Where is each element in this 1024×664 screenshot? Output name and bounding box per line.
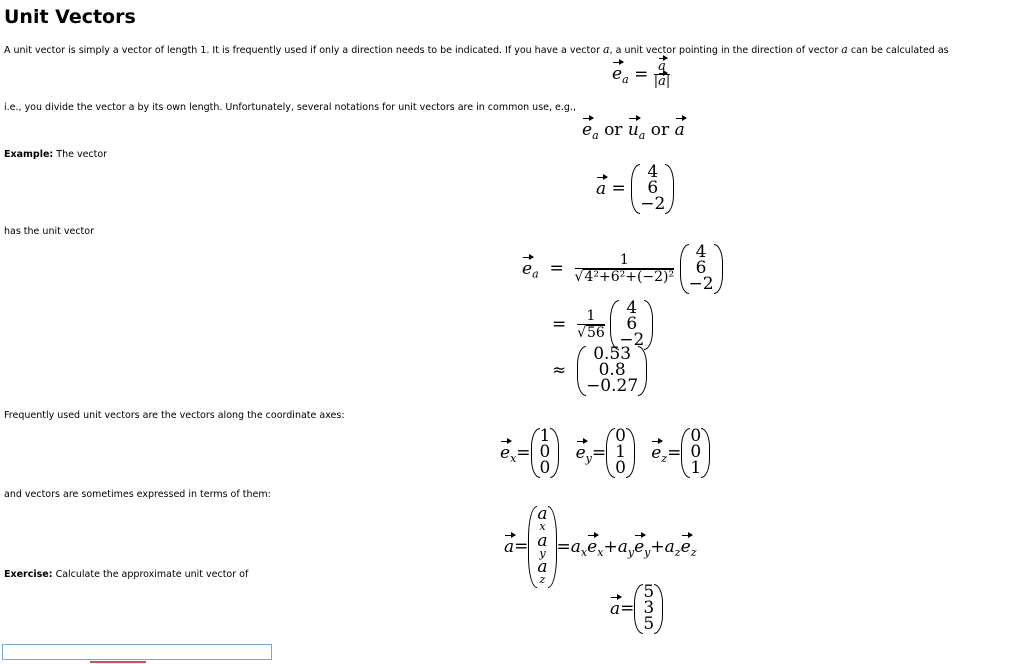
example-vector	[596, 164, 674, 214]
calc-frac-1: $\frac{1}{\text{√4²+6²+(−2)²}}$	[574, 251, 675, 286]
notation-a: a	[674, 120, 685, 140]
has-unit-text: has the unit vector	[4, 226, 94, 237]
exercise-comp-2: 3	[643, 598, 655, 619]
calc-vec-2-c3: −2	[619, 330, 645, 351]
axes-text: Frequently used unit vectors are the vectors along the coordinate axes:	[4, 410, 345, 421]
calc-vec-1-c3: −2	[688, 274, 714, 295]
unit-vector-formula	[612, 60, 670, 90]
axis-z-c3: 1	[690, 458, 702, 479]
calc-vec-3-c2: 0.8	[598, 360, 626, 381]
exercise-text	[4, 569, 248, 580]
calc-vec-1	[680, 244, 723, 294]
calc-frac-2-num: 1	[586, 307, 596, 324]
expressed-comp-x: a x	[537, 504, 548, 534]
exercise-vector-matrix	[634, 584, 663, 634]
example-body: The vector	[56, 149, 108, 160]
calc-vec-3-c3: −0.27	[586, 376, 639, 397]
expressed-text: and vectors are sometimes expressed in terms of them:	[4, 489, 271, 500]
intro-var-a: a	[603, 43, 610, 56]
intro-paragraph	[4, 43, 949, 56]
expressed-comp-z: a z	[537, 557, 548, 587]
exercise-vector: a= 5 3 5	[610, 584, 663, 634]
axis-x-c3: 0	[539, 458, 551, 479]
calc-frac-1-num: 1	[619, 251, 629, 268]
calc-vec-1-c1: 4	[695, 242, 707, 262]
formula-den: |a|	[653, 74, 671, 90]
axis-x-c1: 1	[539, 426, 551, 446]
expressed-comp-y: a y	[537, 530, 548, 560]
axis-y-c1: 0	[615, 426, 626, 446]
example-comp-1: 4	[647, 162, 659, 182]
exercise-vector-name: a	[610, 598, 621, 619]
expressed-lhs: a	[504, 536, 515, 557]
notation-u: u	[627, 120, 639, 140]
axis-x-c2: 0	[539, 442, 551, 463]
expressed-formula: a= a x a y a z $=a_xe_x+a_ye_y+a_ze_z$	[504, 504, 697, 587]
calc-lhs-sub: a	[532, 267, 539, 281]
notation-u-sub: a	[638, 128, 646, 142]
axis-y-c3: 0	[615, 458, 626, 479]
formula-num: a	[658, 59, 666, 74]
notation-e-sub: a	[592, 128, 599, 142]
axis-z-c2: 0	[690, 442, 702, 463]
axis-vector-x: $e_x=$ 1 0 0	[500, 443, 565, 463]
axis-y-c2: 1	[615, 442, 626, 463]
calc-lhs: e	[522, 258, 533, 279]
axis-y-sub: y	[585, 451, 592, 465]
calc-vec-2	[610, 300, 653, 350]
calc-approx: ≈	[552, 360, 567, 381]
formula-e: e	[612, 64, 623, 85]
example-text	[4, 149, 107, 160]
expressed-matrix	[528, 506, 556, 588]
axis-z-e: e	[651, 442, 662, 463]
axis-x-sub: x	[510, 451, 517, 465]
intro-text-1: A unit vector is simply a vector of length 1. It is frequently used if only a direction needs to be indicated. If you have a vector	[4, 45, 600, 56]
calc-frac-2-den: 56	[586, 325, 605, 342]
example-vector-eq: =	[611, 178, 626, 199]
exercise-label: Exercise:	[4, 569, 53, 580]
axis-y-e: e	[575, 442, 586, 463]
calc-vec-1-c2: 6	[695, 258, 707, 279]
expressed-rhs: $=a_xe_x+a_ye_y+a_ze_z$	[556, 536, 697, 559]
intro-text-3: can be calculated as	[850, 45, 949, 56]
axis-vectors	[500, 428, 710, 478]
page-title: Unit Vectors	[4, 6, 136, 28]
axis-x-e: e	[500, 442, 511, 463]
notations-row	[582, 120, 685, 142]
calc-frac-1-den: 4²+6²+(−2)²	[584, 269, 675, 286]
divide-text: i.e., you divide the vector a by its own length. Unfortunately, several notations for unit vectors are in common use, e.g.,	[4, 102, 576, 113]
example-vector-matrix	[631, 164, 674, 214]
exercise-body: Calculate the approximate unit vector of	[55, 569, 249, 580]
axis-vector-z: $e_z=$ 0 0 1	[651, 443, 710, 463]
axis-z-sub: z	[661, 451, 668, 465]
exercise-comp-1: 5	[643, 582, 655, 602]
example-comp-2: 6	[647, 178, 659, 199]
calc-line-3	[552, 346, 647, 396]
calc-line-2: = $\frac{1}{√56}$ 4 6 −2	[552, 300, 653, 350]
formula-fraction	[654, 60, 671, 90]
example-vector-name: a	[596, 178, 607, 199]
focus-underline	[90, 661, 146, 663]
calc-frac-2: $\frac{1}{√56}$	[577, 307, 605, 342]
formula-eq: =	[634, 64, 649, 85]
example-label: Example:	[4, 149, 54, 160]
answer-field[interactable]	[2, 644, 272, 660]
intro-var-a-2: a	[841, 43, 848, 56]
notation-or-2: or	[650, 120, 670, 140]
calc-vec-3-c1: 0.53	[593, 344, 632, 364]
calc-vec-3	[577, 346, 647, 396]
axis-vector-y: $e_y=$ 0 1 0	[576, 443, 641, 463]
notation-or-1: or	[604, 120, 623, 140]
formula-e-sub: a	[622, 73, 629, 87]
calc-vec-2-c1: 4	[626, 298, 638, 318]
exercise-comp-3: 5	[643, 614, 655, 635]
example-comp-3: −2	[640, 194, 666, 215]
calc-line-1: $e_a$ = $\frac{1}{\text{√4²+6²+(−2)²}}$ 4 6 −2	[522, 244, 723, 294]
intro-text-2: , a unit vector pointing in the direction of vector	[609, 45, 839, 56]
notation-e: e	[582, 120, 593, 140]
calc-vec-2-c2: 6	[626, 314, 638, 335]
axis-z-c1: 0	[690, 426, 702, 446]
